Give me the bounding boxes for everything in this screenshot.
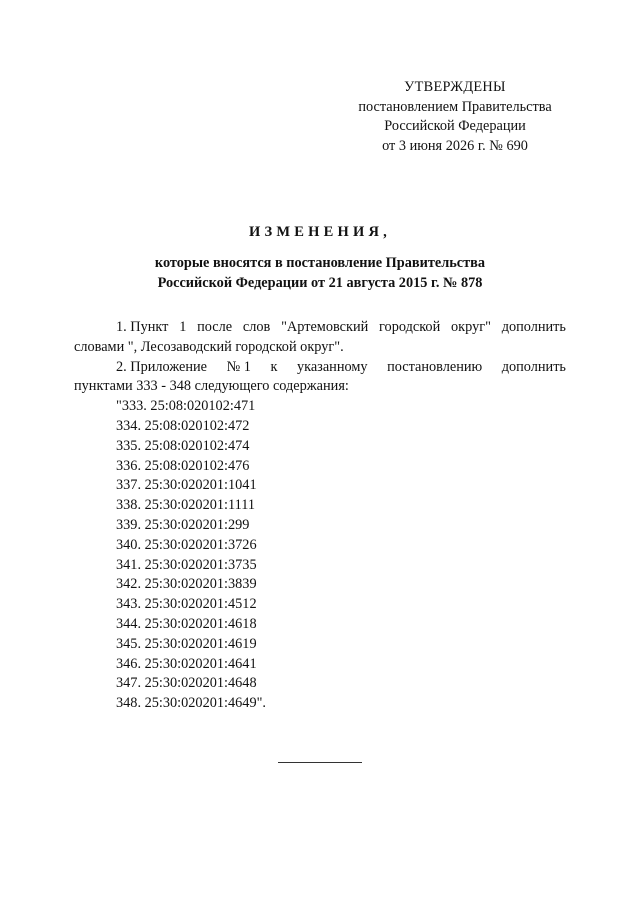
paragraph-2-line-2: пунктами 333 - 348 следующего содержания: — [74, 378, 349, 395]
p2-word: указанному — [296, 358, 368, 375]
list-item: 347. 25:30:020201:4648 — [116, 675, 257, 692]
approval-line-3: Российской Федерации — [384, 118, 526, 134]
document-body — [74, 318, 566, 714]
list-item: 334. 25:08:020102:472 — [116, 417, 250, 434]
document-subtitle-2: Российской Федерации от 21 августа 2015 г. № 878 — [157, 275, 483, 291]
end-divider — [278, 762, 362, 763]
p2-word: постановлению — [387, 358, 483, 375]
p2-word: 2. Приложение — [116, 358, 208, 375]
approval-line-2: постановлением Правительства — [358, 98, 552, 115]
paragraph-1-line-1 — [74, 318, 566, 338]
p1-word: 1. Пункт — [116, 319, 169, 335]
list-item: "333. 25:08:020102:471 — [116, 398, 256, 415]
p1-word: городской — [379, 319, 441, 335]
paragraph-1-line-2: словами ", Лесозаводский городской округ". — [74, 338, 344, 355]
list-item: 346. 25:30:020201:4641 — [116, 655, 257, 672]
p1-word: слов — [242, 319, 271, 335]
list-item: 339. 25:30:020201:299 — [116, 516, 250, 533]
list-item: 343. 25:30:020201:4512 — [116, 596, 257, 613]
document-title: ИЗМЕНЕНИЯ, — [249, 224, 391, 240]
list-item: 338. 25:30:020201:1111 — [116, 497, 255, 514]
p2-word: дополнить — [501, 358, 566, 375]
list-item: 348. 25:30:020201:4649". — [116, 695, 266, 712]
p2-word: № 1 — [226, 358, 251, 375]
list-item: 336. 25:08:020102:476 — [116, 457, 250, 474]
list-item: 345. 25:30:020201:4619 — [116, 635, 257, 652]
list-item: 341. 25:30:020201:3735 — [116, 556, 257, 573]
p2-word: к — [270, 358, 278, 375]
p1-word: "Артемовский — [281, 319, 369, 335]
p1-word: округ" — [451, 319, 491, 335]
p1-word: 1 — [179, 319, 187, 335]
list-item: 335. 25:08:020102:474 — [116, 437, 250, 454]
paragraph-2-line-1 — [74, 358, 566, 378]
approval-line-4: от 3 июня 2026 г. № 690 — [382, 137, 528, 154]
list-item: 344. 25:30:020201:4618 — [116, 615, 257, 632]
p1-word: дополнить — [501, 319, 566, 335]
cadastral-list — [74, 397, 566, 714]
p1-word: после — [197, 319, 233, 335]
approval-heading: УТВЕРЖДЕНЫ — [404, 79, 506, 95]
document-subtitle-1: которые вносятся в постановление Правительства — [154, 255, 486, 271]
document-title-block — [60, 224, 580, 293]
list-item: 337. 25:30:020201:1041 — [116, 477, 257, 494]
list-item: 340. 25:30:020201:3726 — [116, 536, 257, 553]
approval-stamp — [340, 78, 570, 156]
list-item: 342. 25:30:020201:3839 — [116, 576, 257, 593]
